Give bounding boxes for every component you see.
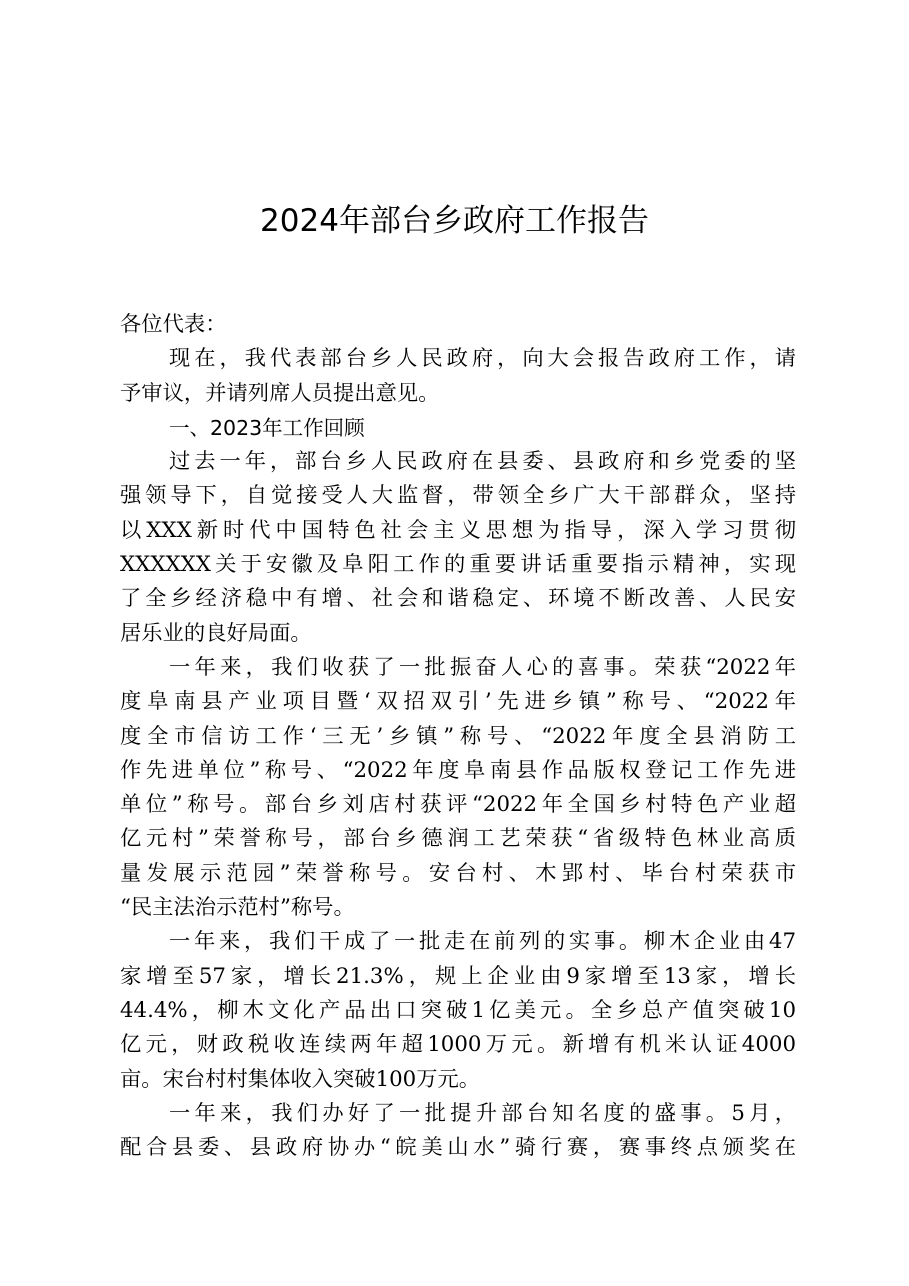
paragraph-line: 强领导下，自觉接受人大监督，带领全乡广大干部群众，坚持 — [120, 483, 796, 509]
document-title: 2024年部台乡政府工作报告 — [260, 203, 649, 239]
paragraph-line: 现在，我代表部台乡人民政府，向大会报告政府工作，请 — [169, 346, 796, 372]
paragraph-line: 单位”称号。部台乡刘店村获评“2022年全国乡村特色产业超 — [120, 792, 796, 818]
paragraph-line: 居乐业的良好局面。 — [120, 620, 312, 646]
salutation: 各位代表： — [120, 312, 227, 337]
paragraph-line: 一年来，我们办好了一批提升部台知名度的盛事。5月， — [169, 1100, 796, 1126]
document-body — [120, 308, 796, 1165]
paragraph-line: 了全乡经济稳中有增、社会和谐稳定、环境不断改善、人民安 — [120, 586, 796, 612]
paragraph-line: 亿元村”荣誉称号，部台乡德润工艺荣获“省级特色林业高质 — [120, 826, 796, 852]
paragraph-line: XXXXXX关于安徽及阜阳工作的重要讲话重要指示精神，实现 — [120, 552, 796, 578]
paragraph-line: 亩。宋台村村集体收入突破100万元。 — [120, 1066, 481, 1092]
paragraph-line: “民主法治示范村”称号。 — [120, 895, 355, 921]
section-heading: 一、2023年工作回顾 — [169, 415, 365, 440]
paragraph-line: 配合县委、县政府协办“皖美山水”骑行赛，赛事终点颁奖在 — [120, 1135, 796, 1161]
paragraph-line: 44.4%，柳木文化产品出口突破1亿美元。全乡总产值突破10 — [120, 997, 796, 1023]
paragraph-line: 过去一年，部台乡人民政府在县委、县政府和乡党委的坚 — [169, 449, 796, 475]
paragraph-line: 度全市信访工作‘三无’乡镇”称号、“2022年度全县消防工 — [120, 723, 796, 749]
paragraph-line: 予审议，并请列席人员提出意见。 — [120, 380, 440, 406]
paragraph-line: 亿元，财政税收连续两年超1000万元。新增有机米认证4000 — [120, 1032, 796, 1058]
paragraph-line: 作先进单位”称号、“2022年度阜南县作品版权登记工作先进 — [120, 757, 796, 783]
paragraph-line: 一年来，我们收获了一批振奋人心的喜事。荣获“2022年 — [169, 654, 796, 680]
paragraph-line: 度阜南县产业项目暨‘双招双引’先进乡镇”称号、“2022年 — [120, 689, 796, 715]
paragraph-line: 以XXX新时代中国特色社会主义思想为指导，深入学习贯彻 — [120, 517, 796, 543]
paragraph-line: 家增至57家，增长21.3%，规上企业由9家增至13家，增长 — [120, 963, 796, 989]
paragraph-line: 量发展示范园”荣誉称号。安台村、木郢村、毕台村荣获市 — [120, 860, 796, 886]
paragraph-line: 一年来，我们干成了一批走在前列的实事。柳木企业由47 — [169, 929, 796, 955]
